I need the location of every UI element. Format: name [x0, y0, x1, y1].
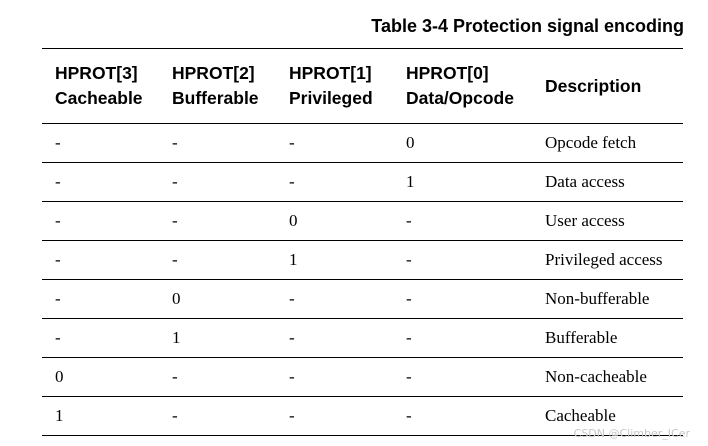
cell-description: Cacheable [545, 406, 616, 425]
header-hprot1 [276, 61, 393, 111]
table-row [42, 163, 683, 202]
cell-description: Bufferable [545, 328, 618, 347]
header-description [532, 74, 683, 99]
header-hprot2-signal: HPROT[2] [172, 63, 255, 83]
header-hprot0-meaning: Data/Opcode [406, 88, 514, 108]
cell-hprot0: - [406, 367, 412, 386]
header-hprot1-signal: HPROT[1] [289, 63, 372, 83]
cell-hprot3: - [55, 211, 61, 230]
cell-description: Privileged access [545, 250, 663, 269]
cell-hprot2: - [172, 367, 178, 386]
cell-description: Non-cacheable [545, 367, 647, 386]
cell-hprot0: - [406, 211, 412, 230]
header-hprot0 [393, 61, 532, 111]
header-hprot3-meaning: Cacheable [55, 88, 143, 108]
cell-hprot1: - [289, 367, 295, 386]
cell-hprot3: - [55, 133, 61, 152]
cell-description: Opcode fetch [545, 133, 637, 152]
cell-hprot0: - [406, 289, 412, 308]
table-row [42, 202, 683, 241]
table-header-row [42, 49, 683, 124]
cell-hprot2: 0 [172, 289, 181, 308]
cell-description: User access [545, 211, 625, 230]
cell-hprot3: 0 [55, 367, 64, 386]
header-hprot2-meaning: Bufferable [172, 88, 259, 108]
cell-hprot3: - [55, 289, 61, 308]
table-row [42, 358, 683, 397]
cell-hprot1: 0 [289, 211, 298, 230]
cell-hprot2: - [172, 133, 178, 152]
table-caption: Table 3-4 Protection signal encoding [371, 16, 684, 36]
table-row [42, 124, 683, 163]
cell-hprot1: - [289, 172, 295, 191]
table-row [42, 280, 683, 319]
cell-hprot2: - [172, 172, 178, 191]
cell-hprot0: - [406, 250, 412, 269]
table-row [42, 241, 683, 280]
protection-signal-table [42, 48, 683, 436]
cell-hprot1: - [289, 133, 295, 152]
cell-description: Data access [545, 172, 625, 191]
cell-hprot1: 1 [289, 250, 298, 269]
header-description-label: Description [545, 75, 642, 96]
cell-hprot3: - [55, 250, 61, 269]
header-hprot2 [159, 61, 276, 111]
cell-hprot0: - [406, 406, 412, 425]
cell-hprot0: 1 [406, 172, 415, 191]
header-hprot3-signal: HPROT[3] [55, 63, 138, 83]
cell-description: Non-bufferable [545, 289, 650, 308]
cell-hprot3: - [55, 328, 61, 347]
cell-hprot1: - [289, 289, 295, 308]
cell-hprot1: - [289, 328, 295, 347]
cell-hprot2: 1 [172, 328, 181, 347]
watermark-text: CSDN @Climber_ICer [573, 427, 690, 440]
table-row [42, 319, 683, 358]
header-hprot3 [42, 61, 159, 111]
cell-hprot1: - [289, 406, 295, 425]
cell-hprot3: 1 [55, 406, 64, 425]
header-hprot1-meaning: Privileged [289, 88, 373, 108]
cell-hprot0: - [406, 328, 412, 347]
cell-hprot2: - [172, 250, 178, 269]
cell-hprot2: - [172, 406, 178, 425]
cell-hprot2: - [172, 211, 178, 230]
header-hprot0-signal: HPROT[0] [406, 63, 489, 83]
cell-hprot3: - [55, 172, 61, 191]
cell-hprot0: 0 [406, 133, 415, 152]
